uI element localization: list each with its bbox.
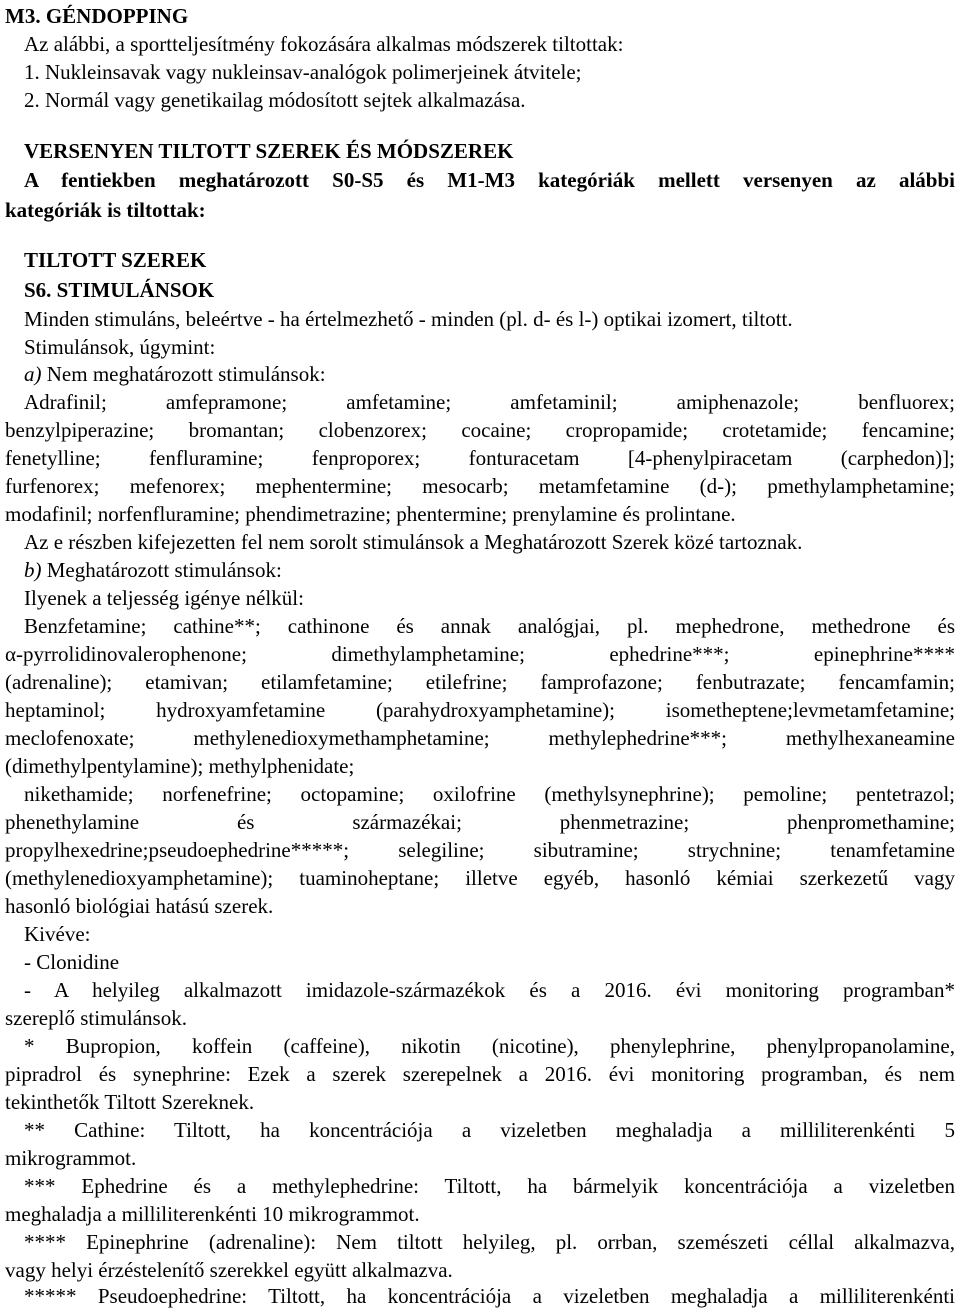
- section-a-note: Az e részben kifejezetten fel nem sorolt stimulánsok a Meghatározott Szerek közé tartoznak.: [24, 530, 803, 554]
- footnote-3-line-2: meghaladja a milliliterenkénti 10 mikrogrammot.: [5, 1202, 420, 1226]
- exception-imidazole-line-2: szereplő stimulánsok.: [5, 1006, 187, 1030]
- m3-item-1: 1. Nukleinsavak vagy nukleinsav-analógok polimerjeinek átvitele;: [24, 60, 582, 84]
- m3-item-2: 2. Normál vagy genetikailag módosított sejtek alkalmazása.: [24, 88, 526, 112]
- section-b-title: [24, 557, 282, 583]
- section-a-line-5: modafinil; norfenfluramine; phendimetrazine; phentermine; prenylamine és prolintane.: [5, 502, 736, 526]
- section-b-line-1: Benzfetamine; cathine**; cathinone és annak analógjai, pl. mephedrone, methedrone és: [24, 614, 955, 638]
- footnote-3-line-1: *** Ephedrine és a methylephedrine: Tiltott, ha bármelyik koncentrációja a vizeletben: [24, 1174, 955, 1198]
- section-a-line-3: fenetylline; fenfluramine; fenproporex; fonturacetam [4-phenylpiracetam (carphedon)];: [5, 446, 955, 470]
- stimulansok-ugymint: Stimulánsok, úgymint:: [24, 335, 216, 359]
- s6-summary: Minden stimuláns, beleértve - ha értelmezhető - minden (pl. d- és l-) optikai izomert, tiltott.: [24, 307, 793, 331]
- versenyen-line-2: kategóriák is tiltottak:: [5, 198, 206, 222]
- m3-intro: Az alábbi, a sportteljesítmény fokozására alkalmas módszerek tiltottak:: [24, 32, 624, 56]
- footnote-5-line-1: ***** Pseudoephedrine: Tiltott, ha koncentrációja a vizeletben meghaladja a milliliterenkénti: [24, 1284, 955, 1308]
- footnote-2-line-1: ** Cathine: Tiltott, ha koncentrációja a vizeletben meghaladja a milliliterenkénti 5: [24, 1118, 955, 1142]
- section-b-line-10: (methylenedioxyamphetamine); tuaminoheptane; illetve egyéb, hasonló kémiai szerkezetű vagy: [5, 866, 955, 890]
- section-b-line-5: meclofenoxate; methylenedioxymethamphetamine; methylephedrine***; methylhexaneamine: [5, 726, 955, 750]
- section-b-line-9: propylhexedrine;pseudoephedrine*****; selegiline; sibutramine; strychnine; tenamfetamine: [5, 838, 955, 862]
- versenyen-line-1: A fentiekben meghatározott S0-S5 és M1-M3 kategóriák mellett versenyen az alábbi: [24, 168, 955, 192]
- footnote-2-line-2: mikrogrammot.: [5, 1146, 137, 1170]
- footnote-1-line-2: pipradrol és synephrine: Ezek a szerek szerepelnek a 2016. évi monitoring programban, és nem: [5, 1062, 955, 1086]
- section-b-label: b): [24, 558, 42, 582]
- section-a-line-4: furfenorex; mefenorex; mephentermine; mesocarb; metamfetamine (d-); pmethylamphetamine;: [5, 474, 955, 498]
- section-a-label: a): [24, 362, 42, 386]
- tiltott-szerek-heading: TILTOTT SZEREK: [24, 248, 207, 272]
- exception-imidazole-line-1: - A helyileg alkalmazott imidazole-származékok és a 2016. évi monitoring programban*: [24, 978, 955, 1002]
- section-b-line-11: hasonló biológiai hatású szerek.: [5, 894, 274, 918]
- footnote-1-line-1: * Bupropion, koffein (caffeine), nikotin (nicotine), phenylephrine, phenylpropanolamine,: [24, 1034, 955, 1058]
- section-b-line-6: (dimethylpentylamine); methylphenidate;: [5, 754, 355, 778]
- s6-heading: S6. STIMULÁNSOK: [24, 278, 215, 302]
- section-b-line-2: α-pyrrolidinovalerophenone; dimethylamphetamine; ephedrine***; epinephrine****: [5, 642, 955, 666]
- section-a-line-2: benzylpiperazine; bromantan; clobenzorex; cocaine; cropropamide; crotetamide; fencamine;: [5, 418, 955, 442]
- versenyen-heading: VERSENYEN TILTOTT SZEREK ÉS MÓDSZEREK: [24, 139, 514, 163]
- section-a-title-text: Nem meghatározott stimulánsok:: [41, 362, 326, 386]
- footnote-4-line-2: vagy helyi érzéstelenítő szerekkel együtt alkalmazva.: [5, 1258, 453, 1282]
- section-b-line-3: (adrenaline); etamivan; etilamfetamine; etilefrine; famprofazone; fenbutrazate; fencamfamin;: [5, 670, 955, 694]
- section-a-line-1: Adrafinil; amfepramone; amfetamine; amfetaminil; amiphenazole; benfluorex;: [24, 390, 955, 414]
- section-b-line-8: phenethylamine és származékai; phenmetrazine; phenpromethamine;: [5, 810, 955, 834]
- section-a-title: [24, 361, 326, 387]
- section-b-subtitle: Ilyenek a teljesség igénye nélkül:: [24, 586, 304, 610]
- kiveve-label: Kivéve:: [24, 922, 91, 946]
- m3-heading: M3. GÉNDOPPING: [5, 4, 189, 28]
- exception-clonidine: - Clonidine: [24, 950, 120, 974]
- section-b-line-7: nikethamide; norfenefrine; octopamine; oxilofrine (methylsynephrine); pemoline; pentetrazol;: [24, 782, 955, 806]
- section-b-line-4: heptaminol; hydroxyamfetamine (parahydroxyamphetamine); isometheptene;levmetamfetamine;: [5, 698, 955, 722]
- footnote-4-line-1: **** Epinephrine (adrenaline): Nem tiltott helyileg, pl. orrban, szemészeti céllal alkalmazva,: [24, 1230, 955, 1254]
- section-b-title-text: Meghatározott stimulánsok:: [41, 558, 282, 582]
- footnote-1-line-3: tekinthetők Tiltott Szereknek.: [5, 1090, 255, 1114]
